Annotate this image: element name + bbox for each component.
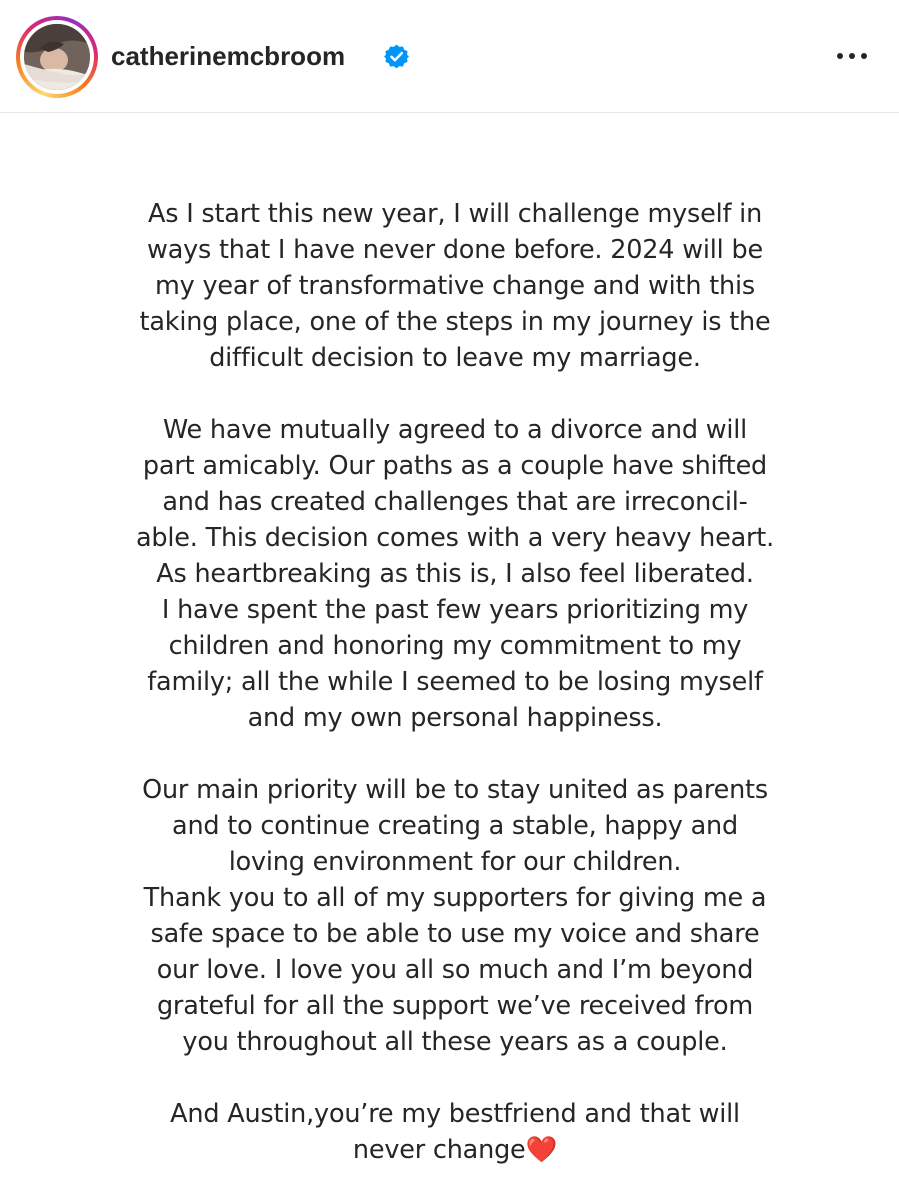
paragraph-4: [80, 1096, 830, 1168]
text-line: you throughout all these years as a couple.: [182, 1027, 728, 1057]
text-line: my year of transformative change and with this: [155, 271, 755, 301]
text-line: able. This decision comes with a very heavy heart.: [136, 523, 774, 553]
avatar[interactable]: [24, 24, 90, 90]
text-line: children and honoring my commitment to my: [168, 631, 742, 661]
text-line: And Austin,you’re my bestfriend and that will: [170, 1099, 740, 1129]
text-line: loving environment for our children.: [228, 847, 682, 877]
paragraph-2: [80, 412, 830, 736]
text-line-final-text: never change: [352, 1135, 526, 1165]
text-line: As heartbreaking as this is, I also feel liberated.: [156, 559, 754, 589]
text-line: family; all the while I seemed to be losing myself: [147, 667, 763, 697]
text-line: difficult decision to leave my marriage.: [209, 343, 701, 373]
text-line: and to continue creating a stable, happy and: [172, 811, 738, 841]
text-line: and my own personal happiness.: [247, 703, 663, 733]
text-line: I have spent the past few years prioritizing my: [161, 595, 749, 625]
text-line: part amicably. Our paths as a couple have shifted: [142, 451, 768, 481]
text-line: grateful for all the support we’ve received from: [156, 991, 754, 1021]
post-header: [0, 0, 899, 113]
text-line: We have mutually agreed to a divorce and will: [162, 415, 748, 445]
red-heart-emoji: ❤️: [525, 1135, 558, 1165]
verified-badge-icon: [384, 44, 409, 69]
text-line: Thank you to all of my supporters for giving me a: [143, 883, 767, 913]
paragraph-3: [80, 772, 830, 1060]
text-line: taking place, one of the steps in my journey is the: [139, 307, 771, 337]
paragraph-1: [80, 196, 830, 376]
text-line-final: [80, 1132, 830, 1168]
text-line: As I start this new year, I will challenge myself in: [147, 199, 763, 229]
text-line: safe space to be able to use my voice and share: [150, 919, 760, 949]
story-ring[interactable]: [16, 16, 98, 98]
username[interactable]: catherinemcbroom: [111, 41, 346, 71]
text-line: Our main priority will be to stay united as parents: [142, 775, 768, 805]
avatar-photo: [24, 24, 90, 90]
text-line: ways that I have never done before. 2024 will be: [147, 235, 763, 265]
text-line: our love. I love you all so much and I’m beyond: [156, 955, 754, 985]
text-line: and has created challenges that are irreconcil-: [162, 487, 748, 517]
post-text: [80, 196, 830, 1168]
more-options-icon[interactable]: [832, 44, 872, 68]
